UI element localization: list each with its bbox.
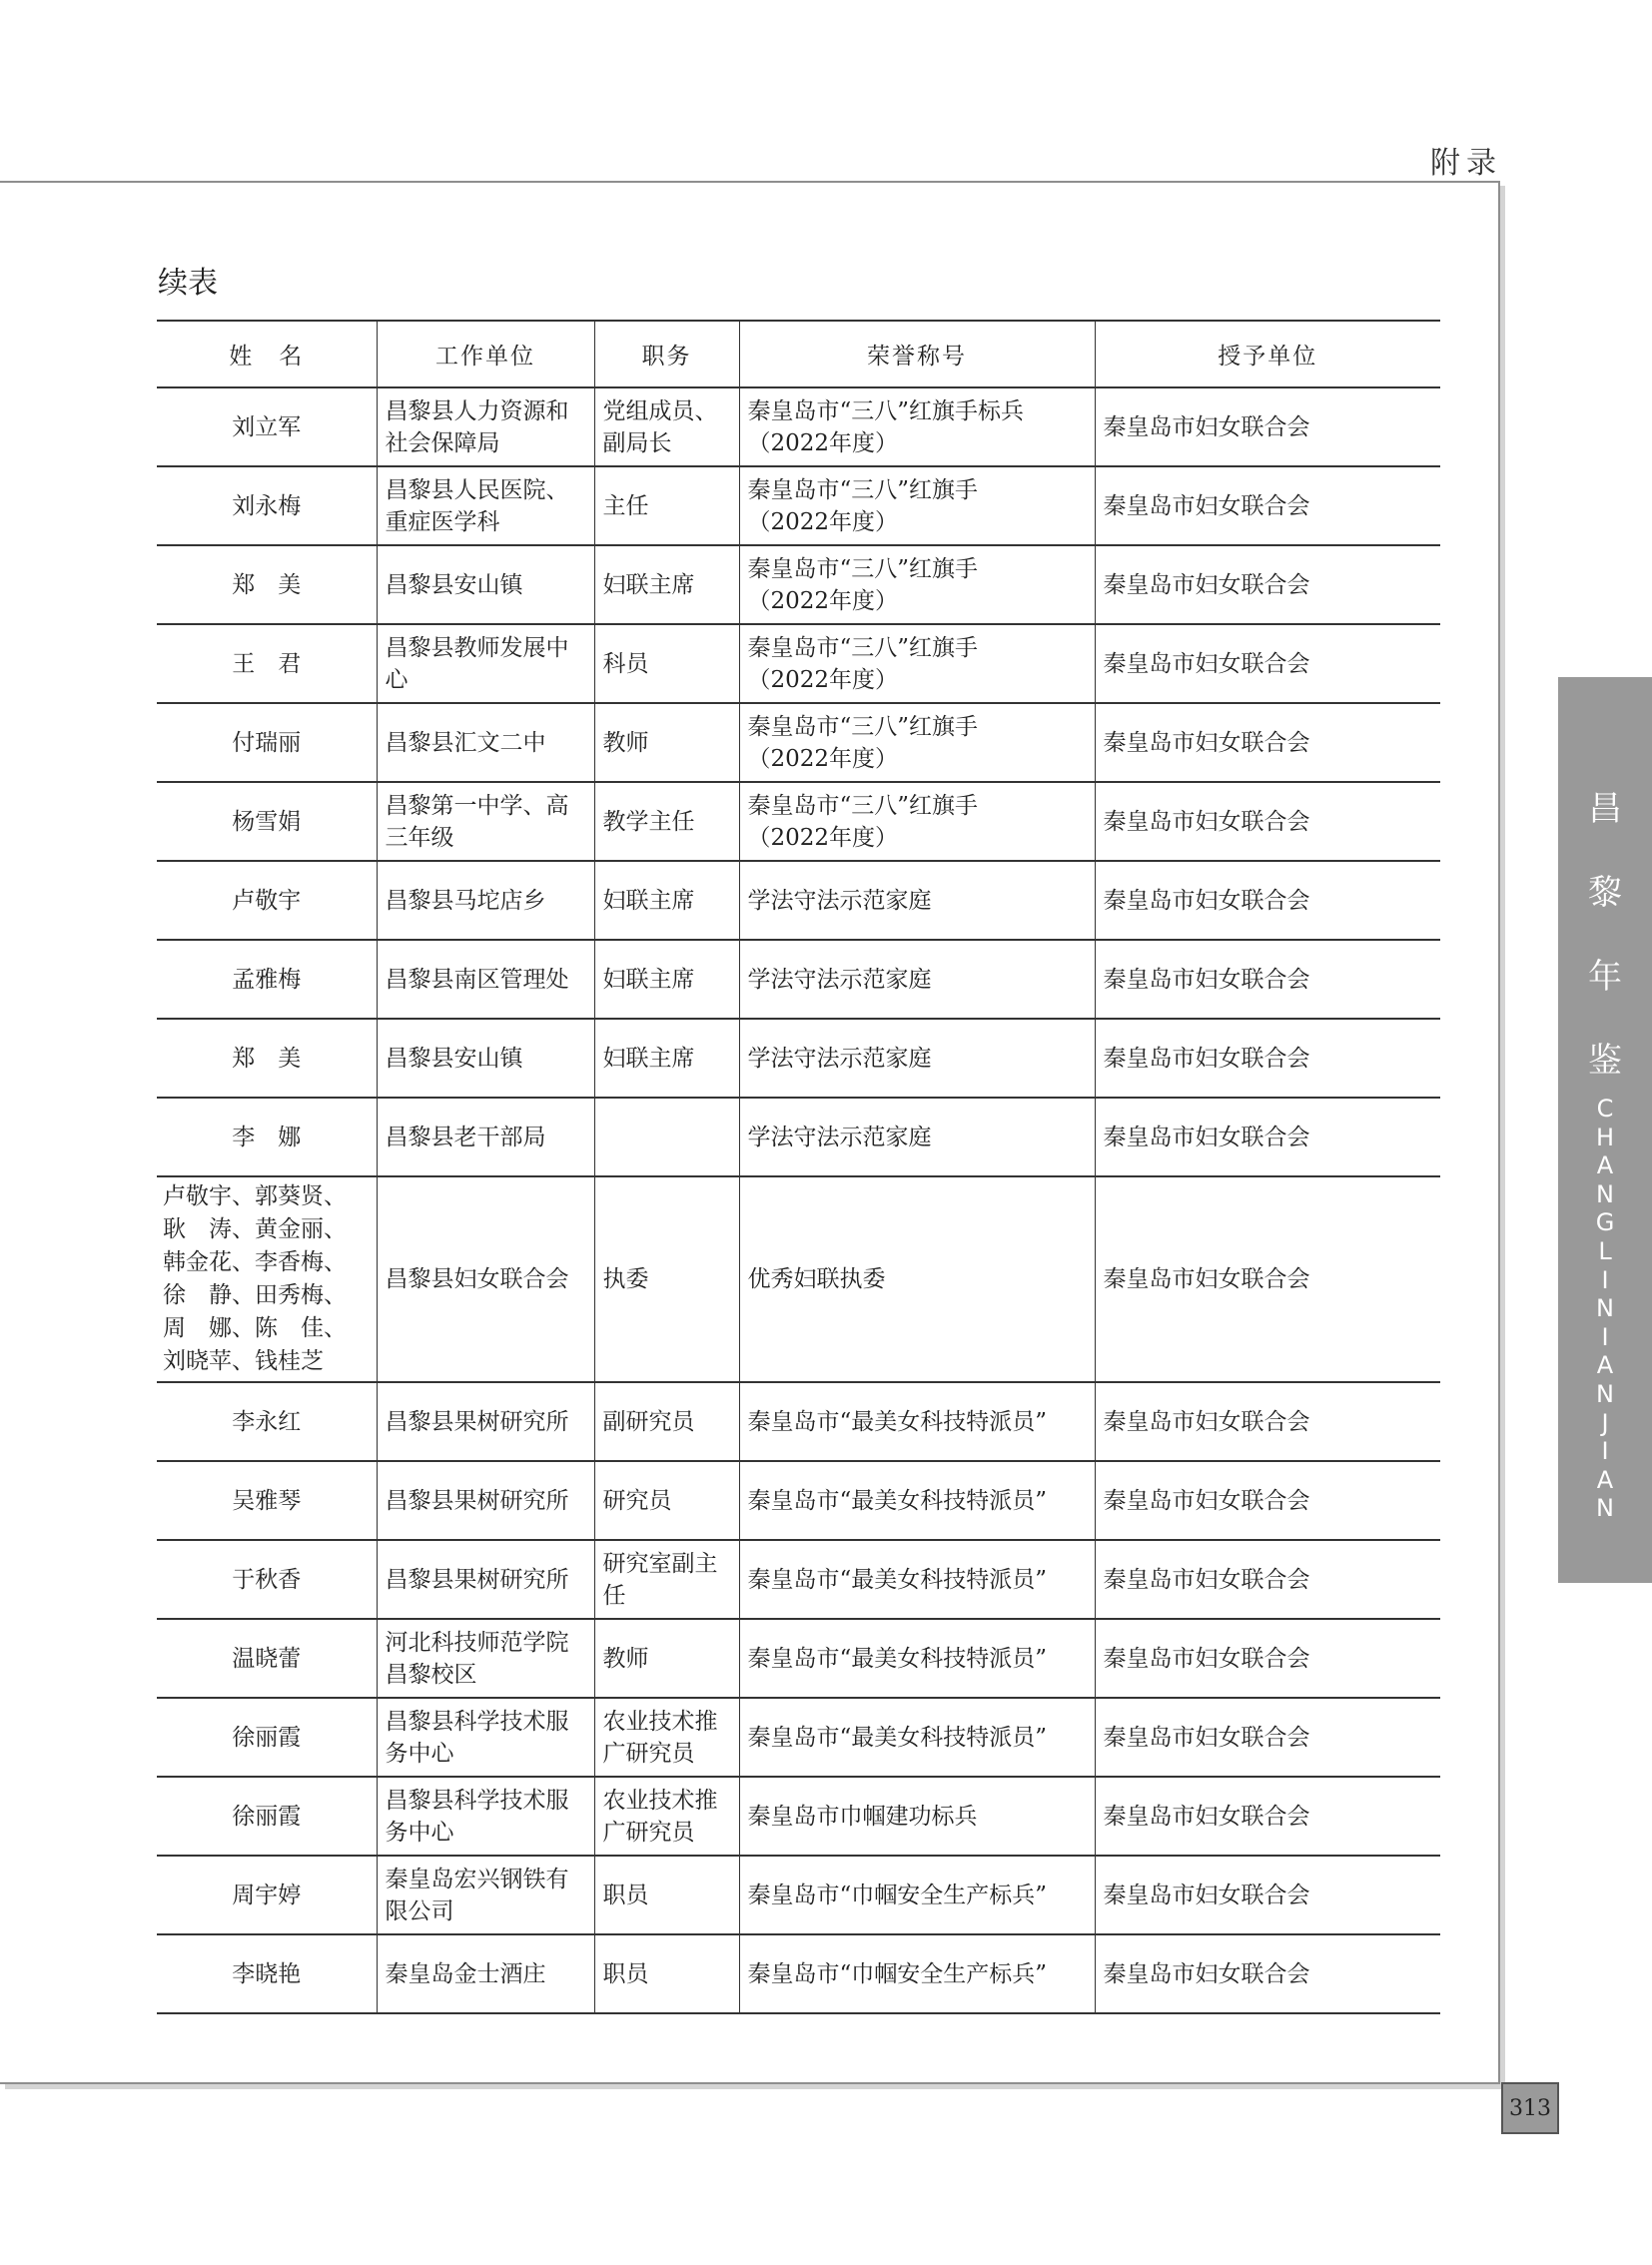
honor-line: 学法守法示范家庭 bbox=[747, 1045, 932, 1072]
cell-honor bbox=[739, 387, 1095, 466]
name-line: 温晓蕾 bbox=[232, 1645, 302, 1672]
side-tab-char: 黎 bbox=[1588, 873, 1622, 913]
cell-title: 教师 bbox=[594, 1619, 739, 1698]
cell-grantor: 秦皇岛市妇女联合会 bbox=[1095, 1540, 1440, 1619]
table-row bbox=[157, 545, 1440, 624]
cell-grantor: 秦皇岛市妇女联合会 bbox=[1095, 861, 1440, 940]
cell-honor bbox=[739, 1098, 1095, 1176]
cell-title: 妇联主席 bbox=[594, 861, 739, 940]
cell-honor bbox=[739, 545, 1095, 624]
cell-honor bbox=[739, 1540, 1095, 1619]
cell-org: 昌黎县科学技术服务中心 bbox=[377, 1698, 594, 1777]
cell-org: 昌黎县南区管理处 bbox=[377, 940, 594, 1019]
cell-title: 副研究员 bbox=[594, 1382, 739, 1461]
name-line: 徐 静、田秀梅、 bbox=[163, 1282, 347, 1308]
page-number: 313 bbox=[1501, 2082, 1559, 2134]
cell-title: 执委 bbox=[594, 1176, 739, 1382]
section-title: 附录 bbox=[1430, 146, 1502, 181]
cell-org: 昌黎县马坨店乡 bbox=[377, 861, 594, 940]
side-tab-latin-char: L bbox=[1598, 1236, 1612, 1265]
table-row bbox=[157, 1382, 1440, 1461]
table-row bbox=[157, 1619, 1440, 1698]
side-tab-latin-char: G bbox=[1595, 1208, 1615, 1237]
cell-grantor: 秦皇岛市妇女联合会 bbox=[1095, 1934, 1440, 2013]
cell-org: 秦皇岛金士酒庄 bbox=[377, 1934, 594, 2013]
side-tab-latin-char: J bbox=[1601, 1408, 1609, 1437]
side-tab-char: 年 bbox=[1588, 957, 1622, 997]
cell-name bbox=[157, 1934, 377, 2013]
cell-grantor: 秦皇岛市妇女联合会 bbox=[1095, 703, 1440, 782]
honor-line: 秦皇岛市“三八”红旗手 bbox=[747, 476, 979, 503]
side-tab-latin-char: N bbox=[1596, 1179, 1614, 1208]
cell-honor bbox=[739, 861, 1095, 940]
table-header-row bbox=[157, 321, 1440, 387]
cell-honor bbox=[739, 1176, 1095, 1382]
name-line: 周宇婷 bbox=[232, 1882, 302, 1908]
table-row bbox=[157, 1176, 1440, 1382]
name-line: 王 君 bbox=[232, 650, 302, 677]
cell-org: 昌黎县果树研究所 bbox=[377, 1382, 594, 1461]
cell-grantor: 秦皇岛市妇女联合会 bbox=[1095, 1382, 1440, 1461]
cell-name bbox=[157, 861, 377, 940]
cell-name bbox=[157, 940, 377, 1019]
table-row bbox=[157, 1540, 1440, 1619]
cell-grantor: 秦皇岛市妇女联合会 bbox=[1095, 940, 1440, 1019]
cell-title: 研究员 bbox=[594, 1461, 739, 1540]
name-line: 周 娜、陈 佳、 bbox=[163, 1315, 347, 1341]
cell-org: 昌黎第一中学、高三年级 bbox=[377, 782, 594, 861]
cell-grantor: 秦皇岛市妇女联合会 bbox=[1095, 624, 1440, 703]
cell-title: 党组成员、副局长 bbox=[594, 387, 739, 466]
cell-title: 研究室副主任 bbox=[594, 1540, 739, 1619]
honor-line: 秦皇岛市巾帼建功标兵 bbox=[747, 1803, 978, 1830]
side-tab bbox=[1558, 677, 1652, 1583]
table-row bbox=[157, 782, 1440, 861]
cell-grantor: 秦皇岛市妇女联合会 bbox=[1095, 466, 1440, 545]
honor-line: 秦皇岛市“最美女科技特派员” bbox=[747, 1487, 1048, 1514]
table-caption: 续表 bbox=[158, 266, 218, 301]
name-line: 郑 美 bbox=[232, 1045, 302, 1072]
table-row bbox=[157, 940, 1440, 1019]
cell-title: 农业技术推广研究员 bbox=[594, 1698, 739, 1777]
cell-name bbox=[157, 1382, 377, 1461]
side-tab-latin-char: I bbox=[1601, 1265, 1609, 1294]
cell-honor bbox=[739, 1461, 1095, 1540]
cell-honor bbox=[739, 1698, 1095, 1777]
table-row bbox=[157, 1461, 1440, 1540]
cell-name bbox=[157, 466, 377, 545]
honor-line: （2022年度） bbox=[747, 666, 899, 693]
name-line: 于秋香 bbox=[232, 1566, 302, 1593]
cell-org: 昌黎县教师发展中心 bbox=[377, 624, 594, 703]
cell-honor bbox=[739, 1934, 1095, 2013]
side-tab-latin-char: N bbox=[1596, 1379, 1614, 1408]
side-tab-latin-char: A bbox=[1596, 1151, 1614, 1180]
header-honor: 荣誉称号 bbox=[739, 321, 1095, 387]
cell-honor bbox=[739, 466, 1095, 545]
cell-org: 昌黎县果树研究所 bbox=[377, 1461, 594, 1540]
cell-org: 秦皇岛宏兴钢铁有限公司 bbox=[377, 1856, 594, 1934]
cell-grantor: 秦皇岛市妇女联合会 bbox=[1095, 1698, 1440, 1777]
cell-name bbox=[157, 1098, 377, 1176]
cell-org: 昌黎县科学技术服务中心 bbox=[377, 1777, 594, 1856]
honor-line: 优秀妇联执委 bbox=[747, 1265, 886, 1292]
table-row bbox=[157, 1698, 1440, 1777]
side-tab-latin-char: I bbox=[1601, 1437, 1609, 1466]
table-row bbox=[157, 1019, 1440, 1098]
honor-line: 秦皇岛市“三八”红旗手标兵 bbox=[747, 397, 1025, 424]
table-row bbox=[157, 1856, 1440, 1934]
cell-title: 主任 bbox=[594, 466, 739, 545]
header-grantor: 授予单位 bbox=[1095, 321, 1440, 387]
cell-org: 昌黎县人力资源和社会保障局 bbox=[377, 387, 594, 466]
cell-name bbox=[157, 1856, 377, 1934]
cell-honor bbox=[739, 1777, 1095, 1856]
honor-line: （2022年度） bbox=[747, 429, 899, 456]
cell-grantor: 秦皇岛市妇女联合会 bbox=[1095, 1098, 1440, 1176]
cell-honor bbox=[739, 1019, 1095, 1098]
name-line: 郑 美 bbox=[232, 571, 302, 598]
honor-line: 秦皇岛市“最美女科技特派员” bbox=[747, 1566, 1048, 1593]
honor-line: 秦皇岛市“最美女科技特派员” bbox=[747, 1408, 1048, 1435]
honor-line: 秦皇岛市“巾帼安全生产标兵” bbox=[747, 1882, 1048, 1908]
honor-line: 学法守法示范家庭 bbox=[747, 887, 932, 914]
cell-name bbox=[157, 1176, 377, 1382]
cell-name bbox=[157, 624, 377, 703]
side-tab-latin-char: H bbox=[1595, 1123, 1615, 1151]
honor-line: （2022年度） bbox=[747, 508, 899, 535]
honor-line: （2022年度） bbox=[747, 824, 899, 851]
cell-title: 教师 bbox=[594, 703, 739, 782]
table-row bbox=[157, 1777, 1440, 1856]
cell-grantor: 秦皇岛市妇女联合会 bbox=[1095, 782, 1440, 861]
name-line: 李永红 bbox=[232, 1408, 302, 1435]
cell-org: 昌黎县妇女联合会 bbox=[377, 1176, 594, 1382]
cell-honor bbox=[739, 624, 1095, 703]
cell-grantor: 秦皇岛市妇女联合会 bbox=[1095, 1176, 1440, 1382]
cell-org: 昌黎县安山镇 bbox=[377, 545, 594, 624]
cell-title: 妇联主席 bbox=[594, 1019, 739, 1098]
cell-grantor: 秦皇岛市妇女联合会 bbox=[1095, 1619, 1440, 1698]
name-line: 韩金花、李香梅、 bbox=[163, 1249, 347, 1275]
cell-org: 昌黎县汇文二中 bbox=[377, 703, 594, 782]
side-tab-latin-char: N bbox=[1596, 1494, 1614, 1523]
cell-org: 河北科技师范学院昌黎校区 bbox=[377, 1619, 594, 1698]
cell-title: 教学主任 bbox=[594, 782, 739, 861]
cell-name bbox=[157, 1540, 377, 1619]
cell-grantor: 秦皇岛市妇女联合会 bbox=[1095, 1461, 1440, 1540]
cell-honor bbox=[739, 1382, 1095, 1461]
side-tab-latin bbox=[1558, 1095, 1652, 1523]
cell-org: 昌黎县安山镇 bbox=[377, 1019, 594, 1098]
table-row bbox=[157, 1098, 1440, 1176]
name-line: 李 娜 bbox=[232, 1124, 302, 1150]
name-line: 付瑞丽 bbox=[232, 729, 302, 756]
cell-grantor: 秦皇岛市妇女联合会 bbox=[1095, 1856, 1440, 1934]
name-line: 徐丽霞 bbox=[232, 1803, 302, 1830]
table-row bbox=[157, 387, 1440, 466]
cell-title: 职员 bbox=[594, 1856, 739, 1934]
name-line: 卢敬宇、郭葵贤、 bbox=[163, 1183, 347, 1209]
honor-line: 秦皇岛市“三八”红旗手 bbox=[747, 792, 979, 819]
honor-line: 学法守法示范家庭 bbox=[747, 966, 932, 993]
name-line: 杨雪娟 bbox=[232, 808, 302, 835]
side-tab-latin-char: A bbox=[1596, 1465, 1614, 1494]
honors-table bbox=[157, 320, 1440, 2014]
cell-name bbox=[157, 703, 377, 782]
name-line: 吴雅琴 bbox=[232, 1487, 302, 1514]
table-row bbox=[157, 466, 1440, 545]
table-row bbox=[157, 703, 1440, 782]
cell-name bbox=[157, 1777, 377, 1856]
header-title: 职务 bbox=[594, 321, 739, 387]
name-line: 刘永梅 bbox=[232, 492, 302, 519]
cell-honor bbox=[739, 1619, 1095, 1698]
name-line: 李晓艳 bbox=[232, 1960, 302, 1987]
honor-line: （2022年度） bbox=[747, 745, 899, 772]
honor-line: 学法守法示范家庭 bbox=[747, 1124, 932, 1150]
side-tab-latin-char: I bbox=[1601, 1322, 1609, 1351]
cell-name bbox=[157, 1461, 377, 1540]
cell-honor bbox=[739, 1856, 1095, 1934]
cell-title: 妇联主席 bbox=[594, 545, 739, 624]
cell-honor bbox=[739, 782, 1095, 861]
side-tab-latin-char: N bbox=[1596, 1294, 1614, 1323]
table-row bbox=[157, 861, 1440, 940]
cell-name bbox=[157, 545, 377, 624]
cell-grantor: 秦皇岛市妇女联合会 bbox=[1095, 545, 1440, 624]
honor-line: 秦皇岛市“三八”红旗手 bbox=[747, 713, 979, 740]
cell-name bbox=[157, 1019, 377, 1098]
side-tab-latin-char: A bbox=[1596, 1351, 1614, 1380]
cell-name bbox=[157, 387, 377, 466]
cell-title: 科员 bbox=[594, 624, 739, 703]
honor-line: （2022年度） bbox=[747, 587, 899, 614]
header-name: 姓 名 bbox=[157, 321, 377, 387]
side-tab-latin-char: C bbox=[1596, 1095, 1614, 1123]
cell-name bbox=[157, 1698, 377, 1777]
honor-line: 秦皇岛市“三八”红旗手 bbox=[747, 555, 979, 582]
name-line: 卢敬宇 bbox=[232, 887, 302, 914]
name-line: 刘立军 bbox=[232, 413, 302, 440]
side-tab-title bbox=[1558, 767, 1652, 1103]
cell-title: 职员 bbox=[594, 1934, 739, 2013]
honor-line: 秦皇岛市“最美女科技特派员” bbox=[747, 1724, 1048, 1751]
honor-line: 秦皇岛市“巾帼安全生产标兵” bbox=[747, 1960, 1048, 1987]
cell-grantor: 秦皇岛市妇女联合会 bbox=[1095, 1019, 1440, 1098]
name-line: 徐丽霞 bbox=[232, 1724, 302, 1751]
name-line: 刘晓苹、钱桂芝 bbox=[163, 1348, 324, 1374]
cell-title: 农业技术推广研究员 bbox=[594, 1777, 739, 1856]
cell-org: 昌黎县果树研究所 bbox=[377, 1540, 594, 1619]
name-line: 耿 涛、黄金丽、 bbox=[163, 1216, 347, 1242]
side-tab-char: 昌 bbox=[1588, 789, 1622, 829]
honor-line: 秦皇岛市“三八”红旗手 bbox=[747, 634, 979, 661]
cell-name bbox=[157, 782, 377, 861]
cell-name bbox=[157, 1619, 377, 1698]
cell-org: 昌黎县人民医院、重症医学科 bbox=[377, 466, 594, 545]
cell-grantor: 秦皇岛市妇女联合会 bbox=[1095, 387, 1440, 466]
cell-org: 昌黎县老干部局 bbox=[377, 1098, 594, 1176]
cell-honor bbox=[739, 940, 1095, 1019]
honor-line: 秦皇岛市“最美女科技特派员” bbox=[747, 1645, 1048, 1672]
table-row bbox=[157, 1934, 1440, 2013]
cell-honor bbox=[739, 703, 1095, 782]
cell-title bbox=[594, 1098, 739, 1176]
cell-title: 妇联主席 bbox=[594, 940, 739, 1019]
name-line: 孟雅梅 bbox=[232, 966, 302, 993]
header-org: 工作单位 bbox=[377, 321, 594, 387]
side-tab-char: 鉴 bbox=[1588, 1041, 1622, 1081]
cell-grantor: 秦皇岛市妇女联合会 bbox=[1095, 1777, 1440, 1856]
table-row bbox=[157, 624, 1440, 703]
